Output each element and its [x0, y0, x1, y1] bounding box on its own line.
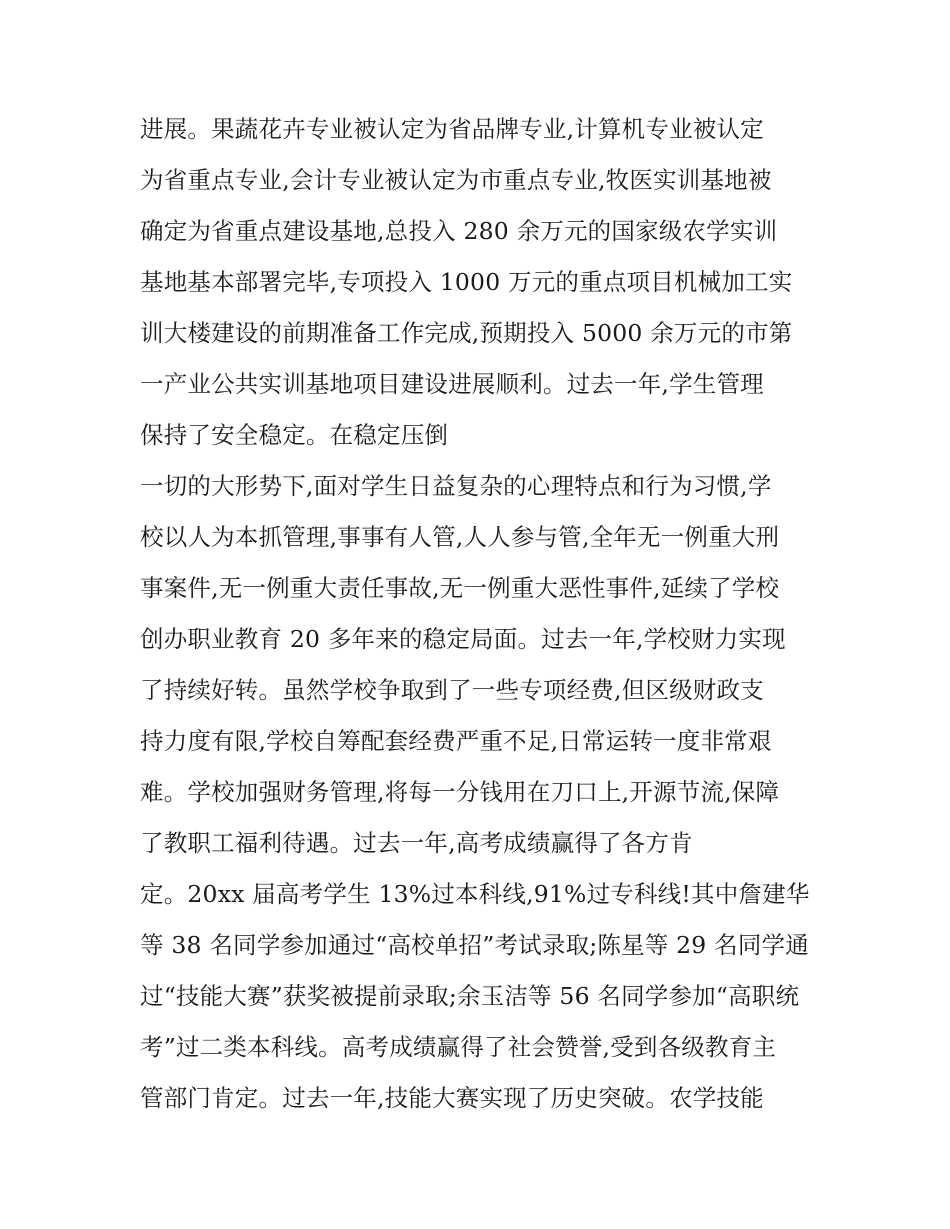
- text-line-5: 训大楼建设的前期准备工作完成,预期投入 5000 余万元的市第: [140, 319, 793, 347]
- text-line-4: 基地基本部署完毕,专项投入 1000 万元的重点项目机械加工实: [140, 268, 793, 296]
- body-text: [140, 104, 820, 1124]
- text-line-18: 过“技能大赛”获奖被提前录取;余玉洁等 56 名同学参加“高职统: [140, 982, 800, 1010]
- text-line-6: 一产业公共实训基地项目建设进展顺利。过去一年,学生管理: [140, 370, 764, 398]
- text-line-12: 了持续好转。虽然学校争取到了一些专项经费,但区级财政支: [140, 676, 764, 704]
- text-line-13: 持力度有限,学校自筹配套经费严重不足,日常运转一度非常艰: [140, 727, 772, 755]
- text-line-1: 进展。果蔬花卉专业被认定为省品牌专业,计算机专业被认定: [140, 115, 764, 143]
- text-line-2: 为省重点专业,会计专业被认定为市重点专业,牧医实训基地被: [140, 166, 772, 194]
- text-line-15: 了教职工福利待遇。过去一年,高考成绩赢得了各方肯: [140, 829, 693, 857]
- text-line-8: 一切的大形势下,面对学生日益复杂的心理特点和行为习惯,学: [140, 472, 772, 500]
- text-line-10: 事案件,无一例重大责任事故,无一例重大恶性事件,延续了学校: [140, 574, 780, 602]
- text-line-19: 考”过二类本科线。高考成绩赢得了社会赞誉,受到各级教育主: [140, 1033, 777, 1061]
- text-line-7: 保持了安全稳定。在稳定压倒: [140, 421, 449, 449]
- text-line-9: 校以人为本抓管理,事事有人管,人人参与管,全年无一例重大刑: [140, 523, 780, 551]
- text-line-14: 难。学校加强财务管理,将每一分钱用在刀口上,开源节流,保障: [140, 778, 780, 806]
- text-line-16: 定。20xx 届高考学生 13%过本科线,91%过专科线!其中詹建华: [140, 880, 810, 908]
- text-line-11: 创办职业教育 20 多年来的稳定局面。过去一年,学校财力实现: [140, 625, 786, 653]
- text-line-17: 等 38 名同学参加通过“高校单招”考试录取;陈星等 29 名同学通: [140, 931, 809, 959]
- text-line-3: 确定为省重点建设基地,总投入 280 余万元的国家级农学实训: [140, 217, 778, 245]
- text-line-20: 管部门肯定。过去一年,技能大赛实现了历史突破。农学技能: [140, 1084, 764, 1112]
